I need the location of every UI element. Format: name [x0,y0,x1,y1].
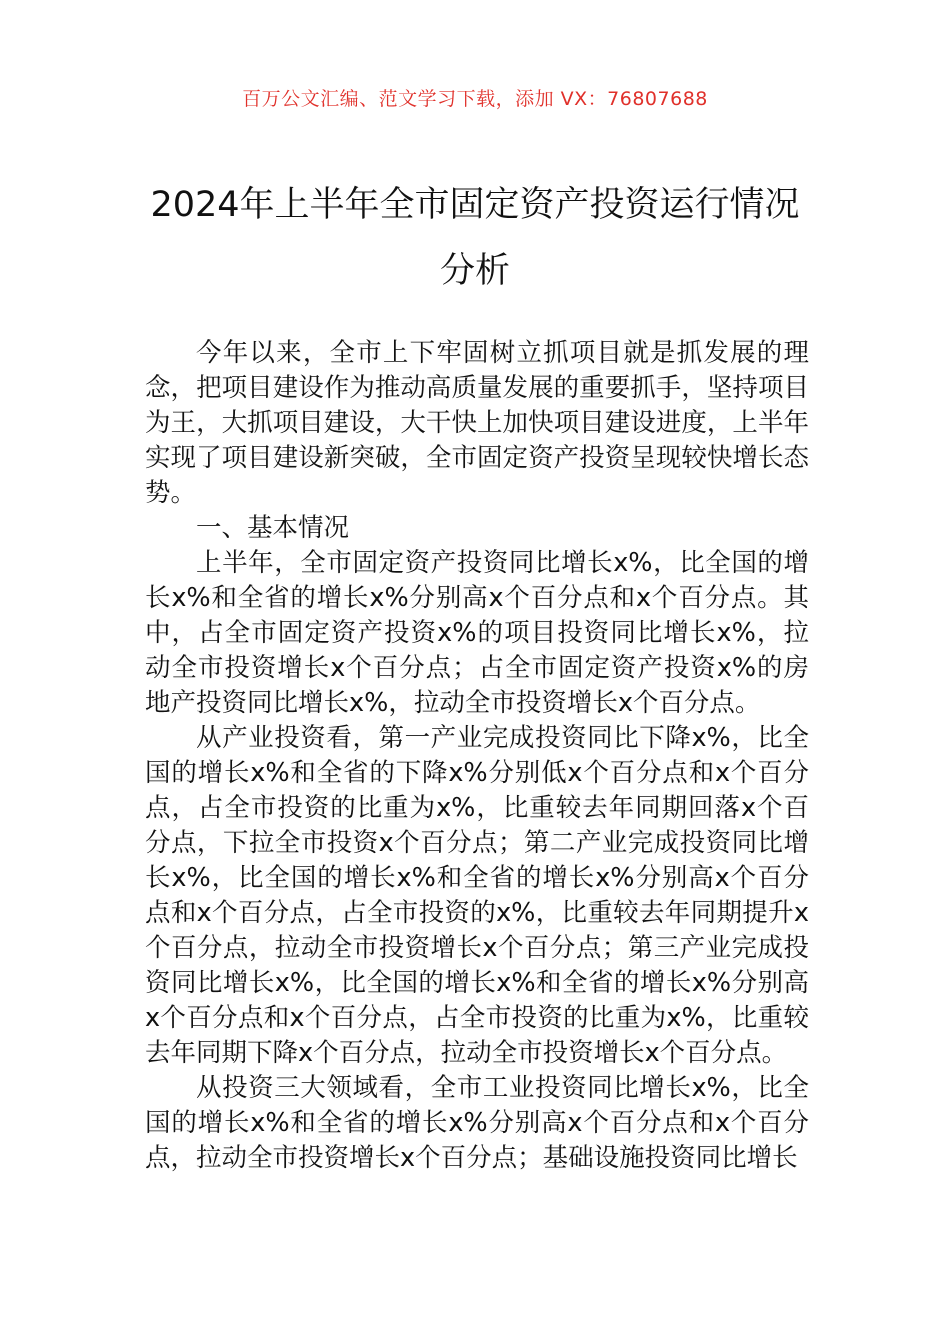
watermark-banner: 百万公文汇编、范文学习下载，添加 VX：76807688 [242,88,708,110]
paragraph-overall: 上半年，全市固定资产投资同比增长x%，比全国的增长x%和全省的增长x%分别高x个百分点和x个百分点。其中，占全市固定资产投资x%的项目投资同比增长x%，拉动全市投资增长x个百分点；占全市固定资产投资x%的房地产投资同比增长x%，拉动全市投资增长x个百分点。 [145,548,809,718]
paragraph-intro: 今年以来，全市上下牢固树立抓项目就是抓发展的理念，把项目建设作为推动高质量发展的重要抓手，坚持项目为王，大抓项目建设，大干快上加快项目建设进度，上半年实现了项目建设新突破，全市固定资产投资呈现较快增长态势。 [145,338,809,508]
document-title [120,172,830,304]
paragraph-three-fields: 从投资三大领域看，全市工业投资同比增长x%，比全国的增长x%和全省的增长x%分别高x个百分点和x个百分点，拉动全市投资增长x个百分点；基础设施投资同比增长 [145,1073,809,1173]
section-heading-basic: 一、基本情况 [196,513,350,543]
title-line-1: 2024年上半年全市固定资产投资运行情况 [150,185,800,225]
paragraph-industry: 从产业投资看，第一产业完成投资同比下降x%，比全国的增长x%和全省的下降x%分别低x个百分点和x个百分点，占全市投资的比重为x%，比重较去年同期回落x个百分点，下拉全市投资x个百分点；第二产业完成投资同比增长x%，比全国的增长x%和全省的增长x%分别高x个百分点和x个百分点，占全市投资的x%，比重较去年同期提升x个百分点，拉动全市投资增长x个百分点；第三产业完成投资同比增长x%，比全国的增长x%和全省的增长x%分别高x个百分点和x个百分点，占全市投资的比重为x%，比重较去年同期下降x个百分点，拉动全市投资增长x个百分点。 [145,723,809,1068]
title-line-2: 分析 [439,251,510,291]
document-body [145,336,809,1176]
